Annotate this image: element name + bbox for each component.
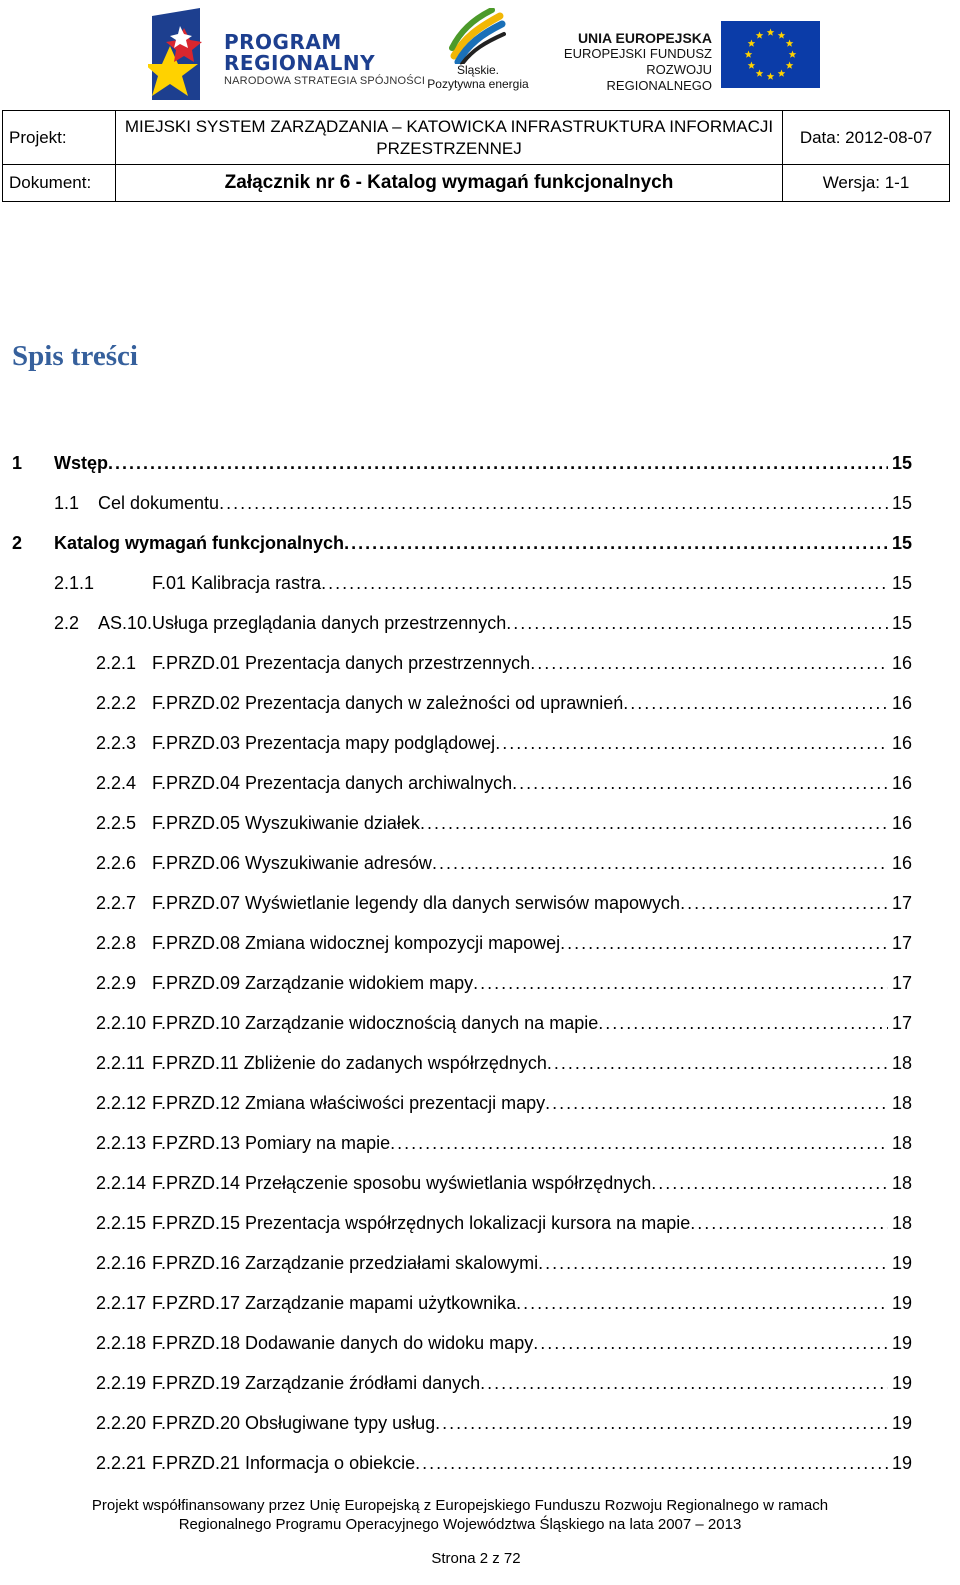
toc-entry-leader [98,488,888,518]
toc-dot-leader [219,488,888,518]
toc-dot-leader [651,1168,888,1198]
toc-entry-leader [152,728,888,758]
slaskie-logo [448,8,506,64]
toc-entry-number: 2.2.21 [96,1453,147,1473]
toc-entry-leader [152,1408,888,1438]
toc-dot-leader [680,888,888,918]
toc-entry-page: 15 [891,493,912,513]
toc-entry[interactable] [0,1168,960,1198]
toc-entry[interactable] [0,568,960,598]
projekt-name [116,111,783,165]
toc-entry-number: 2.2.17 [96,1293,147,1313]
toc-entry-page: 15 [891,533,912,553]
header-row-projekt [3,111,950,165]
eu-line1: UNIA EUROPEJSKA [577,30,712,46]
program-line3: NARODOWA STRATEGIA SPÓJNOŚCI [224,75,426,87]
slaskie-line2: Pozytywna energia [427,77,529,91]
document-date: Data: 2012-08-07 [783,111,950,165]
toc-entry-leader [152,1128,888,1158]
toc-entry-title: Katalog wymagań funkcjonalnych [54,533,345,553]
toc-entry[interactable] [0,1088,960,1118]
toc-entry-title: F.PRZD.01 Prezentacja danych przestrzennych [152,653,531,673]
page-number: Strona 2 z 72 [431,1550,521,1567]
footer-funding-note [0,1496,920,1534]
toc-dot-leader [533,1328,888,1358]
toc-title: Spis treści [12,340,138,372]
toc-entry-title: F.01 Kalibracja rastra [152,573,322,593]
toc-entry-page: 18 [891,1053,912,1073]
toc-entry[interactable] [0,488,960,518]
toc-entry-title: F.PRZD.15 Prezentacja współrzędnych lokalizacji kursora na mapie [152,1213,691,1233]
toc-entry-leader [152,688,888,718]
toc-entry-page: 18 [891,1093,912,1113]
toc-entry-leader [152,1448,888,1478]
toc-entry-number: 2.1.1 [54,573,95,593]
toc-entry-number: 2.2.2 [96,693,137,713]
toc-dot-leader [516,1288,888,1318]
projekt-label: Projekt: [3,111,116,165]
toc-entry-number: 1 [12,453,23,473]
toc-entry-title: F.PRZD.06 Wyszukiwanie adresów [152,853,432,873]
toc-dot-leader [108,448,888,478]
toc-entry[interactable] [0,1248,960,1278]
projekt-name-line2: PRZESTRZENNEJ [376,138,522,158]
logo-bar [0,0,960,105]
toc-entry-leader [152,968,888,998]
toc-entry-number: 2.2.3 [96,733,137,753]
toc-entry[interactable] [0,968,960,998]
toc-entry[interactable] [0,448,960,478]
toc-dot-leader [495,728,888,758]
toc-entry-number: 2 [12,533,23,553]
toc-entry-leader [152,928,888,958]
toc-entry-leader [54,448,888,478]
dokument-label: Dokument: [3,165,116,202]
toc-entry-number: 2.2.1 [96,653,137,673]
document-version: Wersja: 1-1 [783,165,950,202]
toc-entry-title: F.PRZD.02 Prezentacja danych w zależności od uprawnień [152,693,624,713]
toc-entry-title: F.PRZD.11 Zbliżenie do zadanych współrzędnych [152,1053,547,1073]
slaskie-line1: Śląskie. [456,63,500,77]
toc-entry-number: 2.2.6 [96,853,137,873]
toc-dot-leader [473,968,888,998]
toc-dot-leader [512,768,888,798]
toc-entry-title: F.PRZD.04 Prezentacja danych archiwalnych [152,773,513,793]
toc-entry-leader [152,1208,888,1238]
toc-entry-title: F.PRZD.18 Dodawanie danych do widoku mapy [152,1333,534,1353]
toc-entry-page: 16 [891,773,912,793]
toc-entry-title: F.PRZD.09 Zarządzanie widokiem mapy [152,973,474,993]
toc-entry-page: 16 [891,813,912,833]
toc-entry[interactable] [0,888,960,918]
toc-entry-page: 19 [891,1333,912,1353]
toc-entry-leader [152,1088,888,1118]
eu-text [540,30,712,94]
toc-entry-number: 2.2.18 [96,1333,147,1353]
toc-entry-leader [152,808,888,838]
toc-dot-leader [390,1128,888,1158]
toc-entry-page: 19 [891,1253,912,1273]
toc-entry-title: AS.10.Usługa przeglądania danych przestrzennych [98,613,507,633]
toc-entry-title: F.PRZD.14 Przełączenie sposobu wyświetlania współrzędnych [152,1173,652,1193]
toc-entry[interactable] [0,608,960,638]
toc-entry-title: F.PRZD.05 Wyszukiwanie działek [152,813,420,833]
toc-entry-title: F.PRZD.10 Zarządzanie widocznością danych na mapie [152,1013,599,1033]
toc-entry[interactable] [0,1408,960,1438]
toc-entry-leader [152,1368,888,1398]
toc-entry-leader [152,768,888,798]
toc-dot-leader [420,808,888,838]
toc-entry-page: 17 [891,973,912,993]
toc-entry-title: F.PRZD.08 Zmiana widocznej kompozycji mapowej [152,933,561,953]
toc-entry-leader [152,1048,888,1078]
toc-dot-leader [560,928,888,958]
toc-entry-title: F.PRZD.03 Prezentacja mapy podglądowej [152,733,496,753]
toc-entry-page: 18 [891,1133,912,1153]
toc-dot-leader [480,1368,888,1398]
toc-entry-leader [152,1328,888,1358]
toc-entry[interactable] [0,848,960,878]
toc-entry-leader [152,888,888,918]
toc-entry-leader [152,848,888,878]
toc-entry-number: 2.2.7 [96,893,137,913]
toc-entry[interactable] [0,528,960,558]
projekt-name-line1: MIEJSKI SYSTEM ZARZĄDZANIA – KATOWICKA INFRASTRUKTURA INFORMACJI [124,116,774,136]
toc-entry-page: 15 [891,613,912,633]
toc-entry-number: 2.2.19 [96,1373,147,1393]
toc-entry-number: 2.2.9 [96,973,137,993]
toc-dot-leader [690,1208,888,1238]
toc-dot-leader [538,1248,888,1278]
toc-entry-number: 2.2.8 [96,933,137,953]
eu-line2: EUROPEJSKI FUNDUSZ [563,46,712,61]
toc-entry[interactable] [0,1208,960,1238]
toc-entry[interactable] [0,768,960,798]
slaskie-text [426,63,530,91]
toc-entry-leader [152,1008,888,1038]
toc-entry-title: Wstęp [54,453,108,473]
toc-entry-page: 15 [891,453,912,473]
toc-entry-page: 16 [891,693,912,713]
toc-entry-page: 15 [891,573,912,593]
toc-entry-leader [54,528,888,558]
toc-entry-page: 19 [891,1453,912,1473]
toc-entry[interactable] [0,648,960,678]
program-line1: PROGRAM [224,30,342,54]
toc-dot-leader [432,848,888,878]
toc-entry-page: 18 [891,1213,912,1233]
program-line2: REGIONALNY [224,51,376,75]
toc-entry[interactable] [0,808,960,838]
toc-dot-leader [435,1408,888,1438]
toc-entry-page: 16 [891,853,912,873]
toc-entry[interactable] [0,1368,960,1398]
eu-flag-icon [721,21,820,88]
toc-entry-number: 2.2.12 [96,1093,147,1113]
toc-dot-leader [344,528,888,558]
toc-entry-page: 18 [891,1173,912,1193]
toc-entry-leader [152,1168,888,1198]
toc-dot-leader [530,648,888,678]
toc-entry-number: 2.2.5 [96,813,137,833]
header-row-dokument [3,165,950,202]
toc-entry-title: F.PRZD.07 Wyświetlanie legendy dla danych serwisów mapowych [152,893,681,913]
toc-entry-title: F.PZRD.17 Zarządzanie mapami użytkownika [152,1293,517,1313]
toc-entry-number: 2.2.16 [96,1253,147,1273]
toc-entry-title: F.PRZD.20 Obsługiwane typy usług [152,1413,436,1433]
toc-entry[interactable] [0,1448,960,1478]
toc-entry-leader [98,608,888,638]
dokument-title: Załącznik nr 6 - Katalog wymagań funkcjonalnych [116,165,783,202]
toc-entry-leader [152,1288,888,1318]
eu-line3: ROZWOJU REGIONALNEGO [606,62,712,93]
toc-entry-number: 2.2.10 [96,1013,147,1033]
toc-entry-title: F.PRZD.21 Informacja o obiekcie [152,1453,416,1473]
toc-entry-page: 16 [891,733,912,753]
toc-entry[interactable] [0,1328,960,1358]
footer-line1: Projekt współfinansowany przez Unię Europejską z Europejskiego Funduszu Rozwoju Regionalnego w ramach [91,1497,829,1514]
toc-entry[interactable] [0,1128,960,1158]
toc-entry-number: 2.2 [54,613,80,633]
toc-entry-page: 19 [891,1293,912,1313]
toc-entry-page: 17 [891,893,912,913]
toc-entry[interactable] [0,1048,960,1078]
toc-entry-leader [98,568,888,598]
toc-dot-leader [545,1088,888,1118]
toc-entry-title: F.PRZD.19 Zarządzanie źródłami danych [152,1373,481,1393]
toc-entry-leader [152,648,888,678]
toc-dot-leader [415,1448,888,1478]
toc-dot-leader [321,568,888,598]
toc-entry-page: 19 [891,1413,912,1433]
toc-entry-number: 1.1 [54,493,80,513]
toc-entry-number: 2.2.20 [96,1413,147,1433]
toc-entry-number: 2.2.13 [96,1133,147,1153]
toc-entry[interactable] [0,928,960,958]
toc-entry[interactable] [0,688,960,718]
toc-entry-number: 2.2.14 [96,1173,147,1193]
toc-entry-title: Cel dokumentu [98,493,220,513]
toc-entry-title: F.PRZD.12 Zmiana właściwości prezentacji mapy [152,1093,546,1113]
program-regionalny-text [224,32,425,87]
program-regionalny-logo [148,6,224,100]
toc-dot-leader [598,1008,888,1038]
toc-entry-page: 17 [891,1013,912,1033]
toc-entry-number: 2.2.15 [96,1213,147,1233]
toc-entry[interactable] [0,1008,960,1038]
toc-entry-page: 17 [891,933,912,953]
toc-entry-title: F.PRZD.16 Zarządzanie przedziałami skalowymi [152,1253,539,1273]
toc-entry-page: 19 [891,1373,912,1393]
toc-dot-leader [506,608,888,638]
document-header-table [2,110,950,202]
toc-entry-page: 16 [891,653,912,673]
footer-line2: Regionalnego Programu Operacyjnego Województwa Śląskiego na lata 2007 – 2013 [178,1516,742,1533]
toc-entry-number: 2.2.11 [96,1053,145,1073]
toc-dot-leader [547,1048,888,1078]
toc-entry[interactable] [0,728,960,758]
toc-entry-number: 2.2.4 [96,773,137,793]
toc-entry[interactable] [0,1288,960,1318]
toc-entry-title: F.PZRD.13 Pomiary na mapie [152,1133,391,1153]
toc-dot-leader [623,688,888,718]
toc-entry-leader [152,1248,888,1278]
